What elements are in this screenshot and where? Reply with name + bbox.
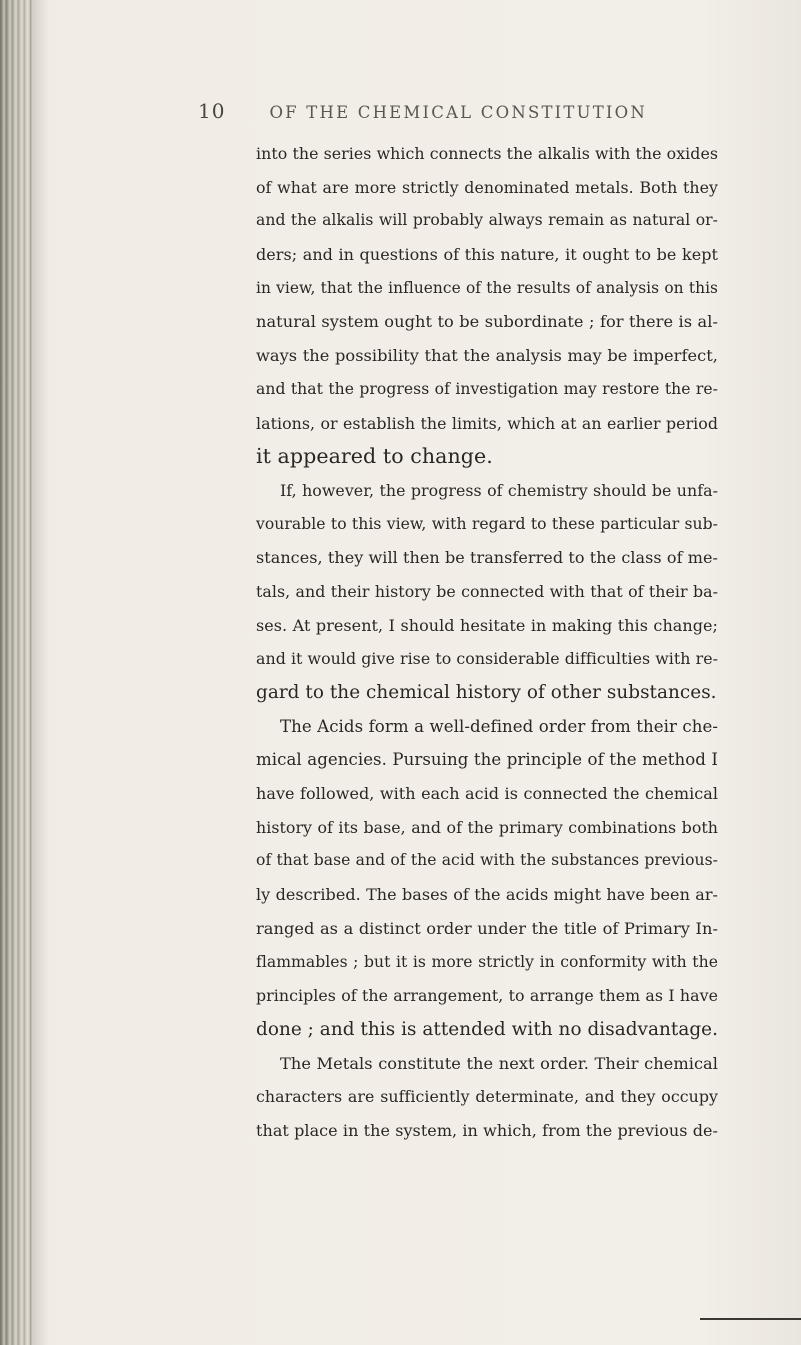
text-line: mical agencies. Pursuing the principle of the method I: [256, 750, 718, 770]
text-line: and the alkalis will probably always remain as natural or-: [256, 211, 718, 230]
binding-edge: [0, 0, 32, 1345]
text-line: ses. At present, I should hesitate in making this change;: [256, 615, 718, 635]
text-line: flammables ; but it is more strictly in conformity with the: [256, 952, 718, 971]
text-line: ders; and in questions of this nature, it ought to be kept: [256, 245, 718, 265]
paragraph-start-line: If, however, the progress of chemistry should be unfa-: [280, 480, 718, 500]
text-line: it appeared to change.: [256, 444, 493, 469]
text-line: lations, or establish the limits, which at an earlier period: [256, 413, 718, 433]
text-line: tals, and their history be connected with that of their ba-: [256, 581, 718, 601]
text-line: of what are more strictly denominated metals. Both they: [256, 177, 718, 197]
text-line: done ; and this is attended with no disadvantage.: [256, 1018, 718, 1040]
text-line: principles of the arrangement, to arrange them as I have: [256, 986, 718, 1006]
text-line: ly described. The bases of the acids might have been ar-: [256, 885, 718, 905]
text-line: gard to the chemical history of other substances.: [256, 682, 717, 703]
body-text: [256, 137, 718, 1148]
text-line: and it would give rise to considerable difficulties with re-: [256, 649, 718, 669]
text-line: into the series which connects the alkalis with the oxides: [256, 144, 718, 163]
running-head: [198, 99, 758, 135]
gutter-shadow: [30, 0, 48, 1345]
text-line: history of its base, and of the primary combinations both: [256, 817, 718, 837]
paragraph-start-line: The Metals constitute the next order. Their chemical: [280, 1053, 718, 1073]
page-number: 10: [198, 99, 226, 123]
text-line: of that base and of the acid with the substances previous-: [256, 851, 718, 870]
text-line: stances, they will then be transferred to the class of me-: [256, 548, 718, 568]
text-line: have followed, with each acid is connected the chemical: [256, 784, 718, 804]
text-line: vourable to this view, with regard to these particular sub-: [256, 514, 718, 533]
running-title: OF THE CHEMICAL CONSTITUTION: [269, 103, 647, 122]
text-line: ranged as a distinct order under the title of Primary In-: [256, 918, 718, 938]
text-line: natural system ought to be subordinate ; for there is al-: [256, 312, 718, 332]
text-line: that place in the system, in which, from the previous de-: [256, 1120, 718, 1140]
text-line: and that the progress of investigation may restore the re-: [256, 379, 718, 398]
text-line: in view, that the influence of the results of analysis on this: [256, 278, 718, 297]
text-line: ways the possibility that the analysis may be imperfect,: [256, 346, 718, 366]
paragraph-start-line: The Acids form a well-defined order from their che-: [280, 716, 718, 736]
text-line: characters are sufficiently determinate, and they occupy: [256, 1087, 718, 1107]
bottom-rule: [700, 1318, 801, 1320]
